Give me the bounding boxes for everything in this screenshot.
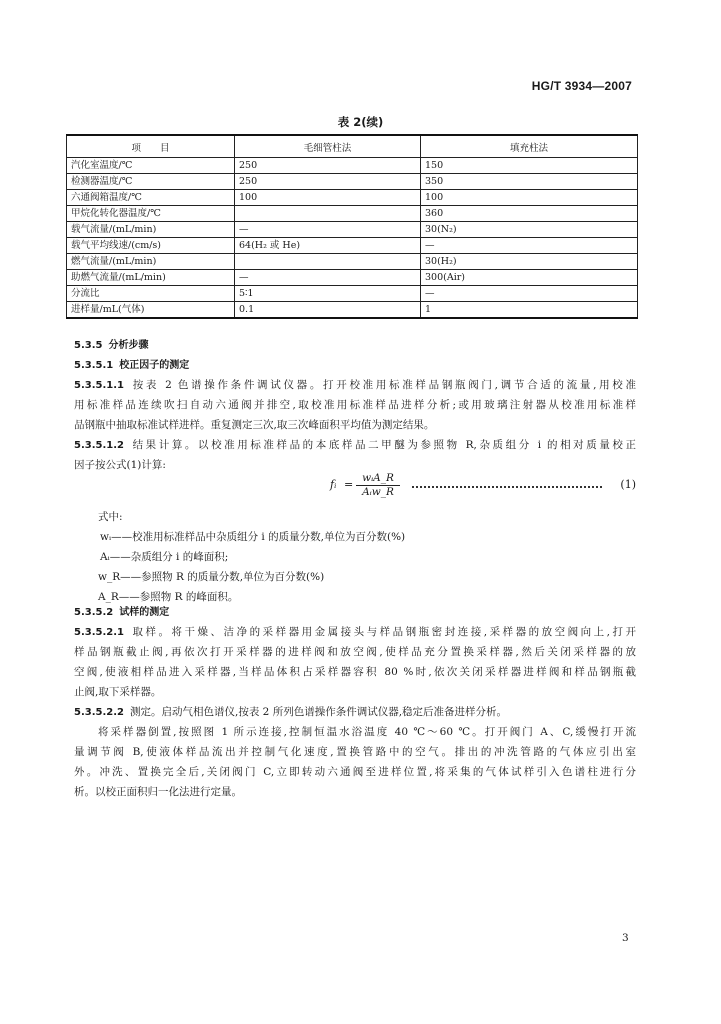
paragraph-line: 止阀,取下采样器。 [74, 686, 162, 698]
table-row [67, 222, 638, 238]
standard-code: HG/T 3934—2007 [531, 79, 632, 93]
table-cell: — [235, 222, 421, 238]
formula-fraction [356, 472, 400, 499]
paragraph-line: 量调节阀 B,使液体样品流出并控制气化速度,置换管路中的空气。排出的冲洗管路的气体应引出室 [74, 746, 636, 758]
where-item: wᵢ——校准用标准样品中杂质组分 i 的质量分数,单位为百分数(%) [100, 531, 406, 543]
table-cell: — [421, 286, 638, 302]
paragraph-line: 品钢瓶中抽取标准试样进样。重复测定三次,取三次峰面积平均值为测定结果。 [74, 419, 435, 431]
table-cell: 64(H₂ 或 He) [235, 238, 421, 254]
paragraph-text: 测定。启动气相色谱仪,按表 2 所列色谱操作条件调试仪器,稳定后准备进样分析。 [130, 706, 508, 718]
table-header-row [67, 135, 638, 158]
column-header: 填充柱法 [421, 135, 638, 158]
table-cell: 250 [235, 174, 421, 190]
paragraph-text: 结果计算。以校准用标准样品的本底样品二甲醚为参照物 R,杂质组分 i 的相对质量校正 [130, 439, 636, 451]
table-cell: 150 [421, 158, 638, 174]
table-cell: 汽化室温度/℃ [67, 158, 235, 174]
formula-equals: = [344, 478, 354, 491]
paragraph-line: 用标准样品连续吹扫自动六通阀并排空,取校准用标准样品进样分析;或用玻璃注射器从校准用标准样 [74, 399, 636, 411]
paragraph-line: 析。以校正面积归一化法进行定量。 [74, 786, 242, 798]
table-cell: 载气流量/(mL/min) [67, 222, 235, 238]
section-heading [74, 602, 169, 623]
column-header: 毛细管柱法 [235, 135, 421, 158]
clause-number: 5.3.5.2.2 [74, 707, 124, 718]
section-title: 试样的测定 [119, 607, 170, 618]
table-cell: 300(Air) [421, 270, 638, 286]
table-row [67, 158, 638, 174]
table-cell: 检测器温度/℃ [67, 174, 235, 190]
formula-leader-dots [412, 478, 602, 488]
table-cell: — [235, 270, 421, 286]
where-item: Aᵢ——杂质组分 i 的峰面积; [100, 551, 229, 563]
paragraph-line [74, 375, 636, 396]
section-number: 5.3.5 [74, 340, 103, 351]
table-cell: 助燃气流量/(mL/min) [67, 270, 235, 286]
paragraph-line [74, 622, 636, 643]
table-cell: 载气平均线速/(cm/s) [67, 238, 235, 254]
table-row [67, 254, 638, 270]
table-cell: 六通阀箱温度/℃ [67, 190, 235, 206]
clause-number: 5.3.5.2.1 [74, 627, 124, 638]
table-cell: 250 [235, 158, 421, 174]
table-cell: 1 [421, 302, 638, 319]
table-row [67, 302, 638, 319]
table-cell: 5∶1 [235, 286, 421, 302]
formula-number: (1) [620, 478, 636, 491]
table-cell: 0.1 [235, 302, 421, 319]
table-row [67, 270, 638, 286]
table-cell [235, 254, 421, 270]
section-title: 分析步骤 [108, 340, 149, 351]
conditions-table [66, 134, 638, 319]
table-cell: 100 [421, 190, 638, 206]
section-number: 5.3.5.1 [74, 360, 114, 371]
table-cell: 350 [421, 174, 638, 190]
table-cell: — [421, 238, 638, 254]
table-cell: 30(N₂) [421, 222, 638, 238]
section-heading [74, 335, 148, 356]
paragraph-line [74, 702, 636, 723]
paragraph-line: 因子按公式(1)计算: [74, 459, 166, 471]
table-row [67, 286, 638, 302]
where-label: 式中: [98, 511, 123, 523]
table-row [67, 174, 638, 190]
formula-lhs: fᵢ [330, 478, 337, 491]
paragraph-text: 按表 2 色谱操作条件调试仪器。打开校准用标准样品钢瓶阀门,调节合适的流量,用校准 [130, 379, 636, 391]
section-title: 校正因子的测定 [119, 360, 190, 371]
formula-1 [330, 472, 636, 500]
where-item: w_R——参照物 R 的质量分数,单位为百分数(%) [98, 571, 325, 583]
paragraph-line: 将采样器倒置,按照图 1 所示连接,控制恒温水浴温度 40 ℃～60 ℃。打开阀门 A、C,缓慢打开流 [98, 726, 636, 738]
column-header: 项 目 [67, 135, 235, 158]
table-cell: 360 [421, 206, 638, 222]
formula-numerator: wᵢA_R [356, 472, 400, 486]
table-row [67, 206, 638, 222]
table-title: 表 2(续) [337, 115, 384, 129]
paragraph-line [74, 435, 636, 456]
paragraph-text: 取样。将干燥、洁净的采样器用金属接头与样品钢瓶密封连接,采样器的放空阀向上,打开 [130, 626, 636, 638]
clause-number: 5.3.5.1.2 [74, 440, 124, 451]
table-row [67, 190, 638, 206]
table-cell: 30(H₂) [421, 254, 638, 270]
page-number: 3 [622, 932, 629, 944]
table-cell: 进样量/mL(气体) [67, 302, 235, 319]
formula-denominator: Aᵢw_R [362, 486, 394, 498]
table-cell [235, 206, 421, 222]
section-number: 5.3.5.2 [74, 607, 114, 618]
paragraph-line: 样品钢瓶截止阀,再依次打开采样器的进样阀和放空阀,使样品充分置换采样器,然后关闭采样器的放 [74, 646, 636, 658]
where-item: A_R——参照物 R 的峰面积。 [98, 591, 239, 603]
paragraph-line: 空阀,使液相样品进入采样器,当样品体积占采样器容积 80 %时,依次关闭采样器进样阀和样品钢瓶截 [74, 666, 636, 678]
table-cell: 100 [235, 190, 421, 206]
table-row [67, 238, 638, 254]
table-cell: 分流比 [67, 286, 235, 302]
section-heading [74, 355, 189, 376]
table-cell: 甲烷化转化器温度/℃ [67, 206, 235, 222]
clause-number: 5.3.5.1.1 [74, 380, 124, 391]
table-cell: 燃气流量/(mL/min) [67, 254, 235, 270]
paragraph-line: 外。冲洗、置换完全后,关闭阀门 C,立即转动六通阀至进样位置,将采集的气体试样引入色谱柱进行分 [74, 766, 636, 778]
